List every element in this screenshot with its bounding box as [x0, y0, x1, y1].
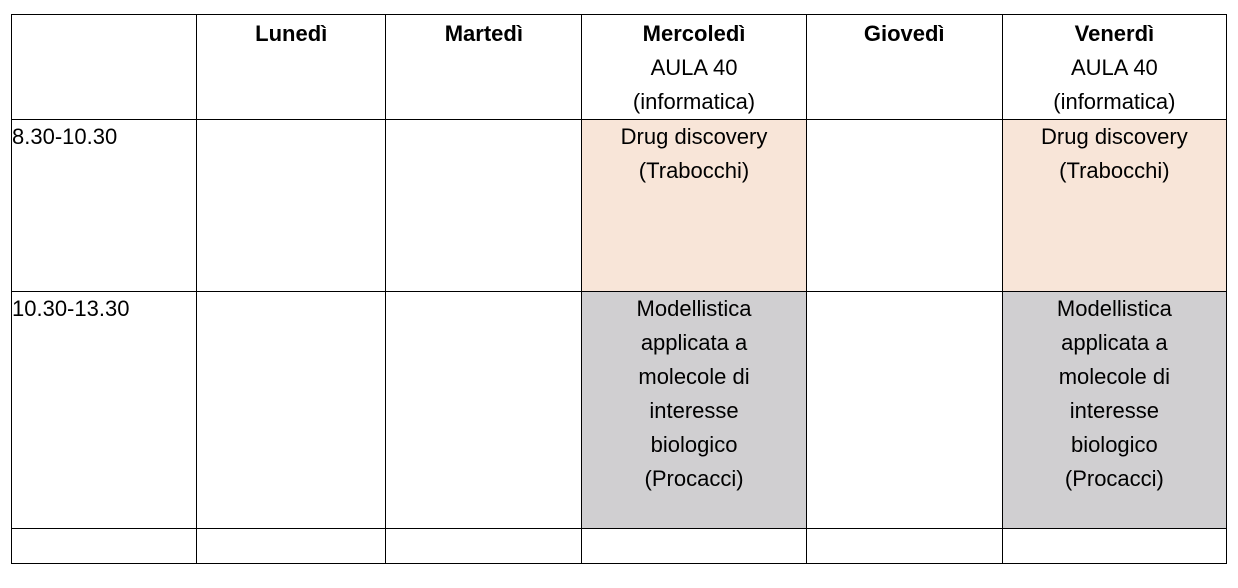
empty-cell	[12, 529, 197, 564]
course-title-line: Modellistica	[636, 296, 752, 321]
day-name-martedi: Martedì	[444, 21, 523, 46]
course-teacher: (Trabocchi)	[1059, 158, 1170, 183]
course-title-line: biologico	[650, 432, 738, 457]
table-row	[12, 120, 1227, 292]
room-type-mercoledi: (informatica)	[632, 89, 756, 114]
time-slot-1: 8.30-10.30	[12, 120, 197, 292]
course-teacher: (Procacci)	[1064, 466, 1164, 491]
course-drug-discovery-venerdi	[1002, 120, 1226, 292]
course-title-line: biologico	[1070, 432, 1158, 457]
course-teacher: (Trabocchi)	[638, 158, 750, 183]
cell-lunedi-slot1	[197, 120, 386, 292]
timetable	[11, 14, 1227, 564]
cell-martedi-slot2	[386, 292, 582, 529]
day-name-giovedi: Giovedì	[863, 21, 945, 46]
course-title: Drug discovery	[1041, 124, 1188, 149]
day-name-lunedi: Lunedì	[255, 21, 328, 46]
header-giovedi	[806, 15, 1002, 120]
course-drug-discovery-mercoledi	[582, 120, 806, 292]
cell-lunedi-slot2	[197, 292, 386, 529]
header-venerdi	[1002, 15, 1226, 120]
room-mercoledi: AULA 40	[650, 55, 738, 80]
header-time-cell	[12, 15, 197, 120]
day-name-mercoledi: Mercoledì	[642, 21, 746, 46]
course-title-line: molecole di	[1058, 364, 1171, 389]
empty-cell	[1002, 529, 1226, 564]
course-modellistica-mercoledi	[582, 292, 806, 529]
course-modellistica-venerdi	[1002, 292, 1226, 529]
room-type-venerdi: (informatica)	[1053, 89, 1176, 114]
header-row	[12, 15, 1227, 120]
table-row-empty	[12, 529, 1227, 564]
cell-martedi-slot1	[386, 120, 582, 292]
course-title-line: interesse	[1069, 398, 1160, 423]
empty-cell	[582, 529, 806, 564]
header-mercoledi	[582, 15, 806, 120]
course-title-line: molecole di	[638, 364, 750, 389]
course-teacher: (Procacci)	[644, 466, 744, 491]
header-lunedi	[197, 15, 386, 120]
table-row	[12, 292, 1227, 529]
day-name-venerdi: Venerdì	[1074, 21, 1155, 46]
course-title-line: applicata a	[640, 330, 748, 355]
room-venerdi: AULA 40	[1070, 55, 1158, 80]
time-slot-2: 10.30-13.30	[12, 292, 197, 529]
cell-giovedi-slot1	[806, 120, 1002, 292]
empty-cell	[806, 529, 1002, 564]
header-martedi	[386, 15, 582, 120]
empty-cell	[197, 529, 386, 564]
course-title-line: applicata a	[1061, 330, 1168, 355]
empty-cell	[386, 529, 582, 564]
course-title-line: interesse	[649, 398, 739, 423]
cell-giovedi-slot2	[806, 292, 1002, 529]
course-title: Drug discovery	[620, 124, 768, 149]
course-title-line: Modellistica	[1056, 296, 1172, 321]
